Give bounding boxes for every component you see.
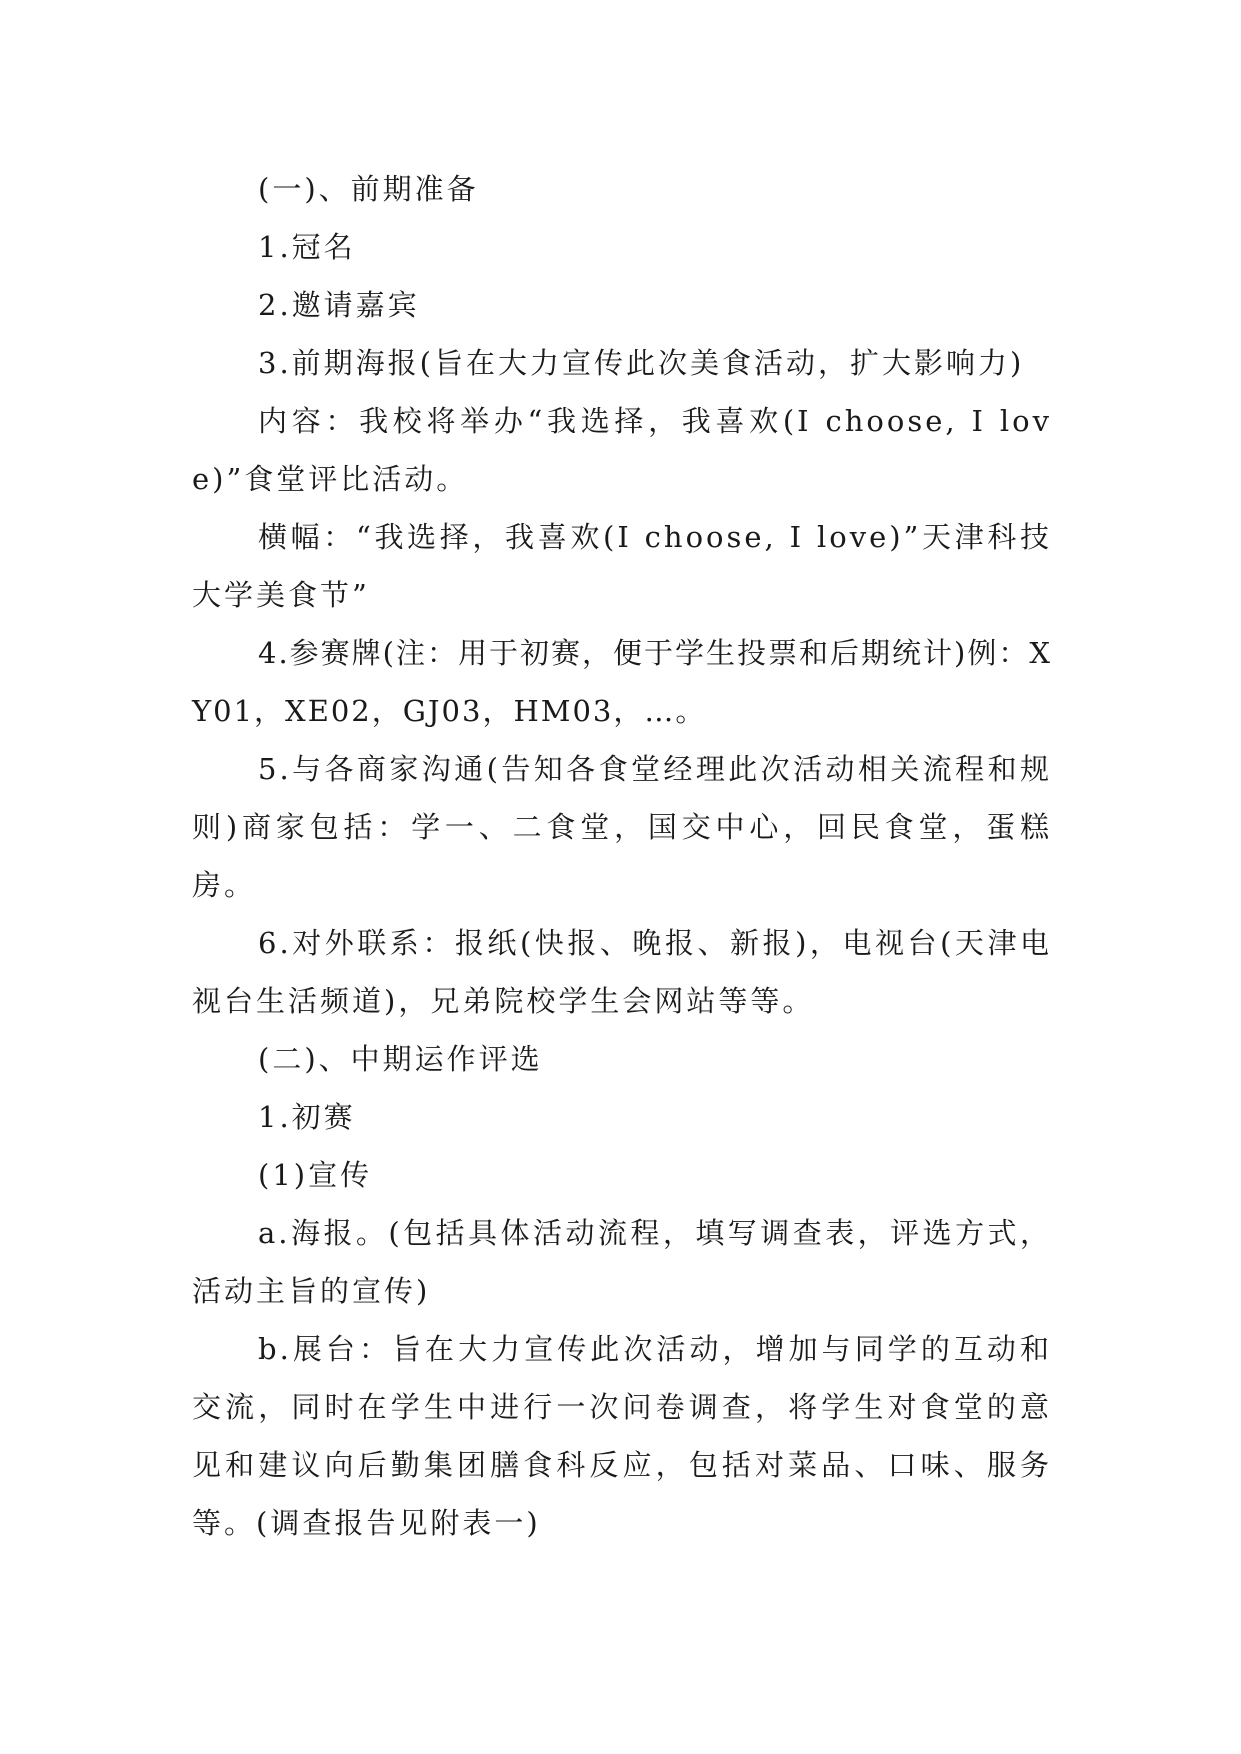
section-heading-preparation: (一)、前期准备 xyxy=(258,172,479,206)
sub-item-publicity: (1)宣传 xyxy=(258,1158,373,1192)
list-item-invite-guests: 2.邀请嘉宾 xyxy=(258,288,420,322)
poster-content-paragraph: 内容：我校将举办“我选择，我喜欢(I choose, I love)”食堂评比活动。 xyxy=(192,404,1052,496)
sub-item-booth: b.展台：旨在大力宣传此次活动，增加与同学的互动和交流，同时在学生中进行一次问卷调查，将学生对食堂的意见和建议向后勤集团膳食科反应，包括对菜品、口味、服务等。(调查报告见附表一) xyxy=(192,1332,1052,1540)
list-item-early-poster: 3.前期海报(旨在大力宣传此次美食活动，扩大影响力) xyxy=(258,346,1025,380)
sub-item-poster: a.海报。(包括具体活动流程，填写调查表，评选方式，活动主旨的宣传) xyxy=(192,1216,1052,1308)
list-item-entry-badge: 4.参赛牌(注：用于初赛，便于学生投票和后期统计)例：XY01，XE02，GJ03，HM03，…。 xyxy=(192,636,1052,728)
section-heading-midterm: (二)、中期运作评选 xyxy=(258,1042,543,1076)
list-item-preliminary: 1.初赛 xyxy=(258,1100,356,1134)
list-item-merchant-communication: 5.与各商家沟通(告知各食堂经理此次活动相关流程和规则)商家包括：学一、二食堂，国交中心，回民食堂，蛋糕房。 xyxy=(192,752,1052,902)
banner-paragraph: 横幅：“我选择，我喜欢(I choose, I love)”天津科技大学美食节” xyxy=(192,520,1052,612)
list-item-title-sponsor: 1.冠名 xyxy=(258,230,356,264)
list-item-external-contact: 6.对外联系：报纸(快报、晚报、新报)，电视台(天津电视台生活频道)，兄弟院校学生会网站等等。 xyxy=(192,926,1052,1018)
document-body xyxy=(192,160,1052,1552)
